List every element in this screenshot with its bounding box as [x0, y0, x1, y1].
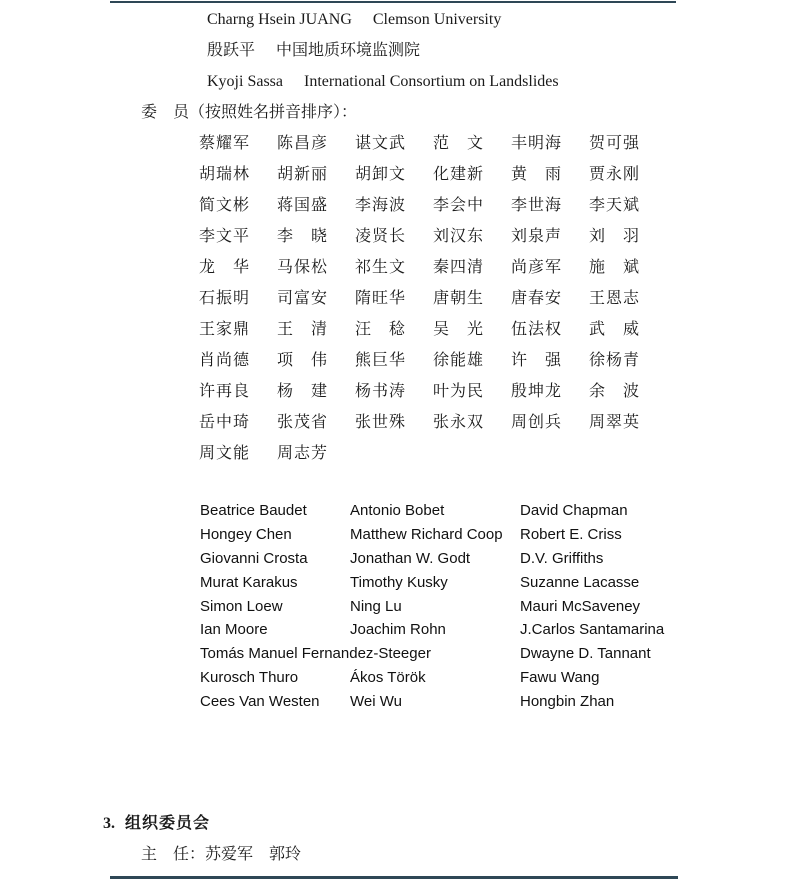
member-name: 李会中: [433, 197, 485, 214]
member-name: Joachim Rohn: [350, 621, 446, 639]
member-name: 张世殊: [355, 414, 407, 431]
member-name: 李世海: [511, 197, 563, 214]
bottom-horizontal-rule: [110, 876, 678, 879]
member-name: 陈昌彦: [277, 135, 329, 152]
committee-chairs-list: [207, 4, 559, 97]
member-name: 刘 羽: [589, 228, 641, 245]
member-name: Cees Van Westen: [200, 693, 320, 711]
member-name: 胡卸文: [355, 166, 407, 183]
top-horizontal-rule: [110, 1, 676, 4]
member-row: [200, 571, 664, 595]
member-name: 蒋国盛: [277, 197, 329, 214]
member-name: 凌贤长: [355, 228, 407, 245]
member-affiliation: Clemson University: [372, 11, 502, 28]
member-row: [200, 618, 664, 642]
member-name: J.Carlos Santamarina: [520, 621, 665, 639]
member-name: 司富安: [277, 290, 329, 307]
member-name: 谌文武: [355, 135, 407, 152]
member-name: 许 强: [511, 352, 563, 369]
member-name: Hongey Chen: [200, 525, 292, 543]
member-name: 王家鼎: [199, 321, 251, 338]
section-number: 3.: [103, 815, 115, 832]
member-affiliation: International Consortium on Landslides: [304, 73, 559, 90]
member-name: D.V. Griffiths: [520, 549, 604, 567]
member-name: 隋旺华: [355, 290, 407, 307]
member-name: 贺可强: [589, 135, 641, 152]
chinese-members-grid: [199, 128, 667, 469]
member-name: 王恩志: [589, 290, 641, 307]
member-name: 胡新丽: [277, 166, 329, 183]
member-name: Ian Moore: [200, 621, 268, 639]
member-name: Fawu Wang: [520, 669, 600, 687]
member-name: 李天斌: [589, 197, 641, 214]
member-name: 杨 建: [277, 383, 329, 400]
member-row: [200, 523, 664, 547]
member-name: 徐能雄: [433, 352, 485, 369]
member-row: [200, 499, 664, 523]
member-name: Murat Karakus: [200, 573, 298, 591]
member-name: 岳中琦: [199, 414, 251, 431]
member-name: 周创兵: [511, 414, 563, 431]
member-name: Ning Lu: [350, 597, 402, 615]
member-name: 徐杨青: [589, 352, 641, 369]
member-name: 简文彬: [199, 197, 251, 214]
member-name: 丰明海: [511, 135, 563, 152]
member-name: Kurosch Thuro: [200, 669, 299, 687]
member-name: 周志芳: [277, 445, 329, 462]
member-row: [200, 642, 664, 666]
member-name: Mauri McSaveney: [520, 597, 641, 615]
member-name: Matthew Richard Coop: [350, 525, 503, 543]
member-name: Giovanni Crosta: [200, 549, 308, 567]
member-name: Suzanne Lacasse: [520, 573, 640, 591]
member-name: 胡瑞林: [199, 166, 251, 183]
member-name: 施 斌: [589, 259, 641, 276]
member-name: Wei Wu: [350, 693, 402, 711]
member-name: 贾永刚: [589, 166, 641, 183]
member-name: Ákos Török: [350, 669, 426, 687]
member-name: 龙 华: [199, 259, 251, 276]
member-name: 祁生文: [355, 259, 407, 276]
member-name: Robert E. Criss: [520, 525, 622, 543]
member-name: 熊巨华: [355, 352, 407, 369]
member-name: 伍法权: [511, 321, 563, 338]
member-name: Simon Loew: [200, 597, 283, 615]
member-name: 唐春安: [511, 290, 563, 307]
member-name: 王 清: [277, 321, 329, 338]
member-name: 殷坤龙: [511, 383, 563, 400]
member-name: Antonio Bobet: [350, 502, 445, 519]
member-name: Tomás Manuel Fernandez-Steeger: [200, 645, 431, 663]
member-name: Dwayne D. Tannant: [520, 645, 651, 663]
member-name: 许再良: [199, 383, 251, 400]
member-name: 黄 雨: [511, 166, 563, 183]
member-name: 周翠英: [589, 414, 641, 431]
member-name: 化建新: [433, 166, 485, 183]
member-name: Hongbin Zhan: [520, 693, 615, 711]
member-row: [200, 690, 664, 714]
member-name: 杨书涛: [355, 383, 407, 400]
member-name: 马保松: [277, 259, 329, 276]
committee-entry: [207, 4, 559, 35]
chair-label: 主 任：: [141, 846, 206, 863]
member-name: 唐朝生: [433, 290, 485, 307]
member-row: [200, 547, 664, 571]
member-name: 吴 光: [433, 321, 485, 338]
member-name: 范 文: [433, 135, 485, 152]
member-name: Jonathan W. Godt: [350, 549, 471, 567]
member-name: 刘泉声: [511, 228, 563, 245]
member-row: [200, 595, 664, 619]
member-name: 张永双: [433, 414, 485, 431]
member-name: 尚彦军: [511, 259, 563, 276]
section-title: 组织委员会: [125, 815, 211, 832]
member-name: Kyoji Sassa: [207, 73, 283, 90]
member-row: [200, 666, 664, 690]
member-name: 李 晓: [277, 228, 329, 245]
member-name: 项 伟: [277, 352, 329, 369]
member-name: David Chapman: [520, 502, 628, 519]
member-name: 周文能: [199, 445, 251, 462]
member-name: 殷跃平: [207, 42, 256, 59]
member-name: 石振明: [199, 290, 251, 307]
member-name: 武 威: [589, 321, 641, 338]
member-name: 汪 稔: [355, 321, 407, 338]
international-members-grid: [200, 499, 664, 714]
chair-names: 苏爱军 郭玲: [205, 846, 302, 863]
member-name: Timothy Kusky: [350, 573, 448, 591]
member-name: Beatrice Baudet: [200, 502, 307, 519]
member-name: 李海波: [355, 197, 407, 214]
section-heading-organizing-committee: [103, 810, 210, 833]
member-affiliation: 中国地质环境监测院: [276, 42, 421, 59]
member-name: 叶为民: [433, 383, 485, 400]
chair-line: [141, 846, 301, 864]
member-name: 刘汉东: [433, 228, 485, 245]
members-section-label: 委 员（按照姓名拼音排序）：: [141, 104, 358, 121]
member-name: 肖尚德: [199, 352, 251, 369]
member-name: Charng Hsein JUANG: [207, 11, 352, 28]
committee-entry: [207, 35, 559, 66]
member-name: 李文平: [199, 228, 251, 245]
member-name: 余 波: [589, 383, 641, 400]
committee-entry: [207, 66, 559, 97]
member-name: 蔡耀军: [199, 135, 251, 152]
member-name: 张茂省: [277, 414, 329, 431]
member-name: 秦四清: [433, 259, 485, 276]
